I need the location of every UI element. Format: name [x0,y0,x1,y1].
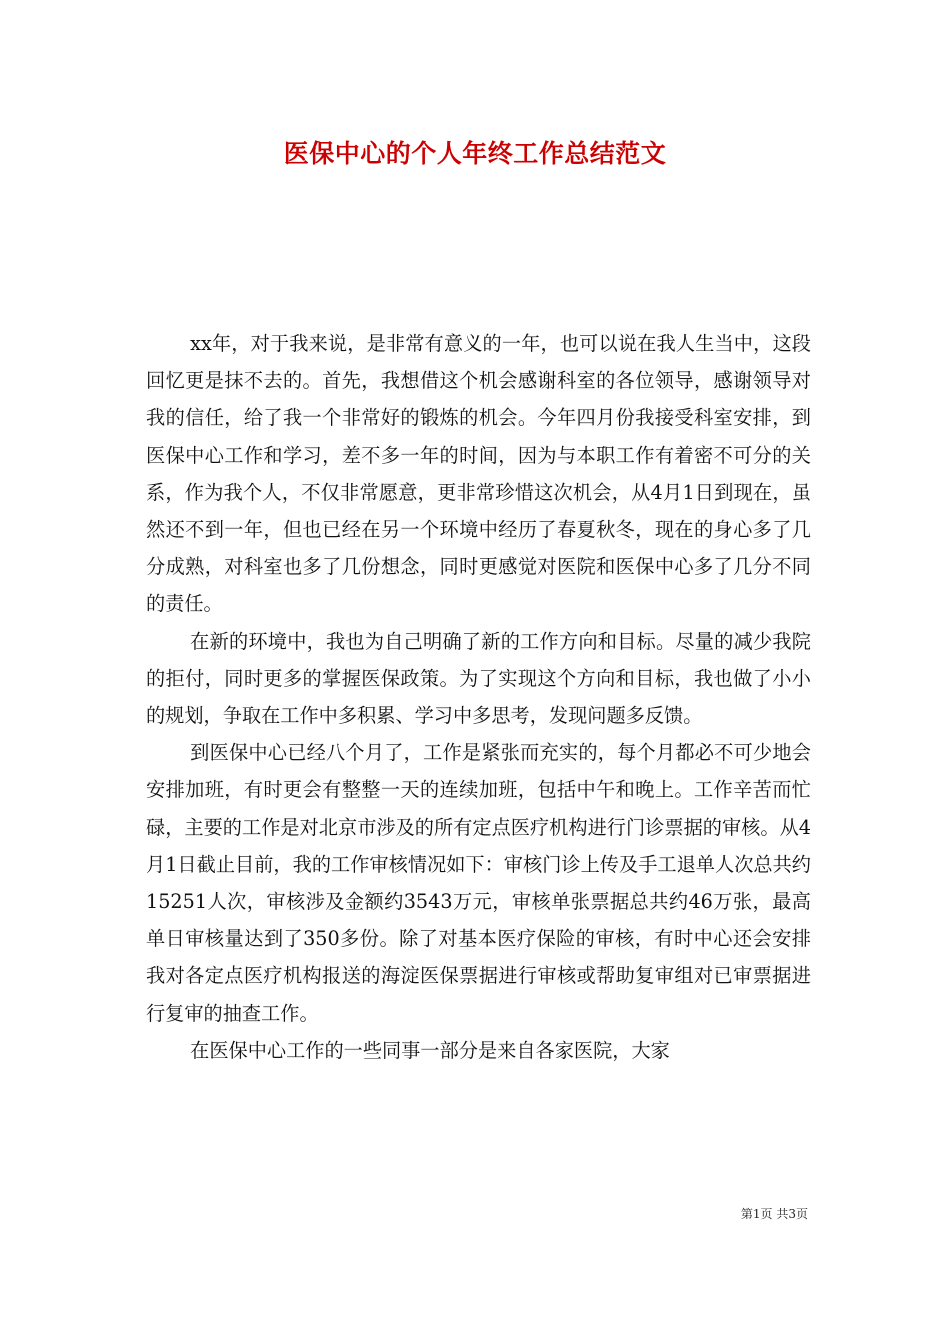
paragraph-2: 在新的环境中，我也为自己明确了新的工作方向和目标。尽量的减少我院的拒付，同时更多的掌握医保政策。为了实现这个方向和目标，我也做了小小的规划，争取在工作中多积累、学习中多思考，发现问题多反馈。 [146,629,811,728]
paragraph-4: 在医保中心工作的一些同事一部分是来自各家医院，大家 [190,1038,670,1062]
page-title: 医保中心的个人年终工作总结范文 [283,139,667,168]
page-number: 第1页 共3页 [740,1207,808,1221]
document-body [146,325,811,1069]
paragraph-3: 到医保中心已经八个月了，工作是紧张而充实的，每个月都必不可少地会安排加班，有时更会有整整一天的连续加班，包括中午和晚上。工作辛苦而忙碌，主要的工作是对北京市涉及的所有定点医疗机构进行门诊票据的审核。从4月1日截止目前，我的工作审核情况如下：审核门诊上传及手工退单人次总共约15251人次，审核涉及金额约3543万元，审核单张票据总共约46万张，最高单日审核量达到了350多份。除了对基本医疗保险的审核，有时中心还会安排我对各定点医疗机构报送的海淀医保票据进行审核或帮助复审组对已审票据进行复审的抽查工作。 [146,741,811,1025]
paragraph-1: xx年，对于我来说，是非常有意义的一年，也可以说在我人生当中，这段回忆更是抹不去的。首先，我想借这个机会感谢科室的各位领导，感谢领导对我的信任，给了我一个非常好的锻炼的机会。今年四月份我接受科室安排，到医保中心工作和学习，差不多一年的时间，因为与本职工作有着密不可分的关系，作为我个人，不仅非常愿意，更非常珍惜这次机会，从4月1日到现在，虽然还不到一年，但也已经在另一个环境中经历了春夏秋冬，现在的身心多了几分成熟，对科室也多了几份想念，同时更感觉对医院和医保中心多了几分不同的责任。 [146,332,811,616]
